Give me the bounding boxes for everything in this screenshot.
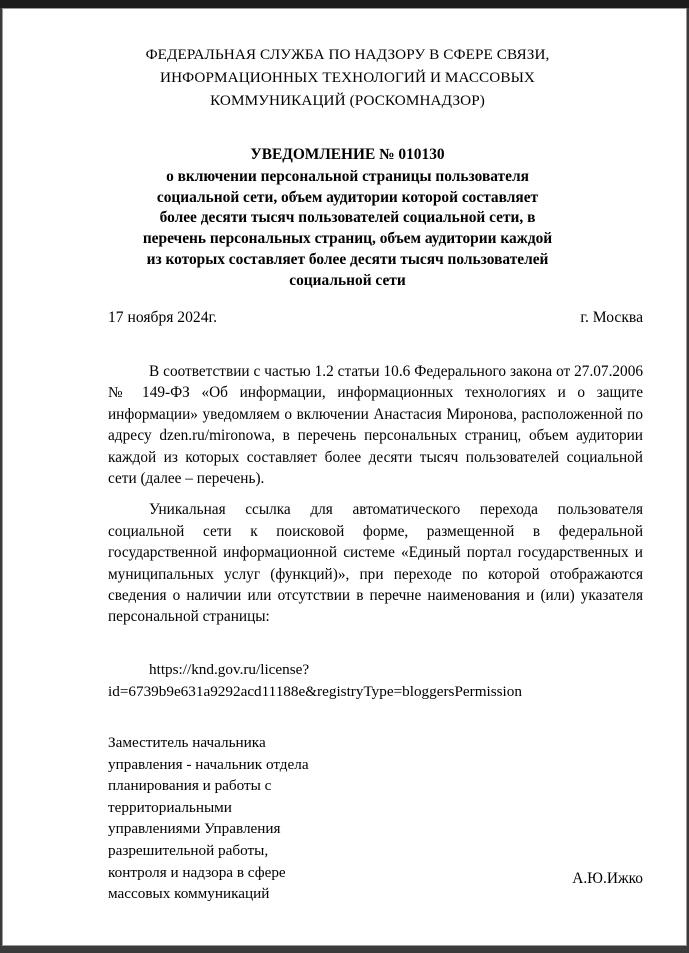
signatory-position-line-1: Заместитель начальника <box>108 734 266 751</box>
organization-header-line-3: КОММУНИКАЦИЙ (РОСКОМНАДЗОР) <box>210 92 485 109</box>
body-paragraph-2: Уникальная ссылка для автоматического перехода пользователя социальной сети к поисковой форме, размещенной в федеральной государственной информационной системе «Единый портал государственных и муниципальных услуг (функций)», при переходе по которой отображаются сведения о наличии или отсутствии в перечне наименования и (или) указателя персональной страницы: <box>108 501 643 626</box>
document-place: г. Москва <box>580 309 643 326</box>
unique-link-line-2[interactable]: id=6739b9e631a9292acd11188e&registryType=bloggersPermission <box>108 683 522 700</box>
document-body <box>108 361 643 628</box>
unique-link-line-1[interactable]: https://knd.gov.ru/license? <box>149 661 310 678</box>
organization-header-line-2: ИНФОРМАЦИОННЫХ ТЕХНОЛОГИЙ И МАССОВЫХ <box>160 69 535 86</box>
notification-subtitle-line-6: социальной сети <box>289 271 406 289</box>
signatory-position-line-8: массовых коммуникаций <box>108 885 270 903</box>
document-meta-row <box>108 309 643 327</box>
document-title <box>87 145 608 292</box>
document-viewer <box>0 8 689 953</box>
signatory-position-line-6: разрешительной работы, <box>108 841 269 859</box>
notification-subtitle-line-3: более десяти тысяч пользователей социальной сети, в <box>159 209 536 227</box>
signatory-name: А.Ю.Ижко <box>572 870 643 887</box>
unique-link-block <box>108 659 643 703</box>
organization-header-line-1: ФЕДЕРАЛЬНАЯ СЛУЖБА ПО НАДЗОРУ В СФЕРЕ СВЯЗИ, <box>145 46 550 63</box>
body-paragraph-1: В соответствии с частью 1.2 статьи 10.6 Федерального закона от 27.07.2006 № 149-ФЗ «Об информации, информационных технологиях и о защите информации» уведомляем о включении Анастасия Миронова, расположенной по адресу dzen.ru/mironowa, в перечень персональных страниц, объем аудитории каждой из которых составляет более десяти тысяч пользователей социальной сети (далее – перечень). <box>108 363 643 488</box>
signatory-position-line-3: планирования и работы с <box>108 777 272 795</box>
document-page <box>2 8 687 946</box>
document-date: 17 ноября 2024г. <box>108 309 218 326</box>
viewer-bottom-bar <box>0 946 689 953</box>
viewer-top-bar <box>0 0 689 8</box>
organization-header <box>106 43 589 112</box>
signatory-position-line-7: контроля и надзора в сфере <box>108 863 286 881</box>
signatory-position-line-5: управлениями Управления <box>108 820 281 838</box>
notification-subtitle-line-5: из которых составляет более десяти тысяч пользователей <box>146 250 549 268</box>
notification-subtitle-line-2: социальной сети, объем аудитории которой составляет <box>156 188 539 206</box>
signatory-position-line-2: управления - начальник отдела <box>108 755 309 773</box>
signatory-position <box>108 732 370 905</box>
signatory-position-line-4: территориальными <box>108 798 232 816</box>
notification-subtitle-line-1: о включении персональной страницы пользователя <box>166 167 529 185</box>
notification-heading: УВЕДОМЛЕНИЕ № 010130 <box>250 146 445 163</box>
notification-subtitle-line-4: перечень персональных страниц, объем аудитории каждой <box>142 230 553 248</box>
